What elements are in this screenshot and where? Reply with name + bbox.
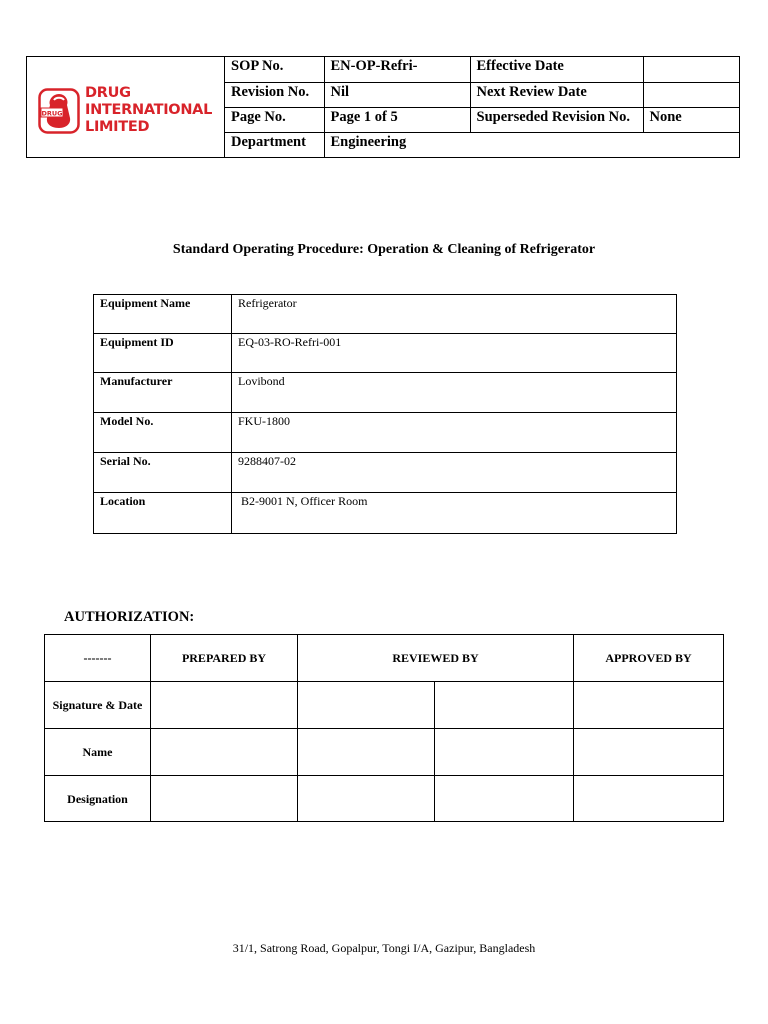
table-row — [225, 132, 740, 157]
table-row — [225, 57, 740, 82]
prepared-signature-cell[interactable] — [151, 682, 298, 729]
equipment-table — [93, 294, 677, 534]
table-row — [45, 635, 724, 682]
table-row — [45, 776, 724, 822]
equipment-name-value: Refrigerator — [232, 295, 677, 334]
next-review-date-value — [643, 82, 740, 107]
table-row — [225, 82, 740, 107]
prepared-by-header: PREPARED BY — [151, 635, 298, 682]
company-name-line-2: INTERNATIONAL — [85, 102, 213, 118]
company-logo-icon — [38, 88, 80, 134]
name-row-label: Name — [45, 729, 151, 776]
effective-date-label: Effective Date — [470, 57, 643, 82]
designation-row-label: Designation — [45, 776, 151, 822]
revision-no-label: Revision No. — [225, 82, 324, 107]
next-review-date-label: Next Review Date — [470, 82, 643, 107]
approved-signature-cell[interactable] — [574, 682, 724, 729]
superseded-revision-label: Superseded Revision No. — [470, 107, 643, 132]
authorization-corner-cell: ------- — [45, 635, 151, 682]
serial-no-value: 9288407-02 — [232, 453, 677, 493]
document-header — [26, 56, 740, 158]
logo-mark-text: DRUG — [41, 109, 63, 118]
equipment-id-label: Equipment ID — [94, 334, 232, 373]
company-name-line-3: LIMITED — [85, 119, 150, 135]
equipment-id-value: EQ-03-RO-Refri-001 — [232, 334, 677, 373]
reviewed-signature-cell-1[interactable] — [298, 682, 435, 729]
sop-no-value: EN-OP-Refri- — [324, 57, 470, 82]
location-value: B2-9001 N, Officer Room — [232, 493, 677, 534]
model-no-label: Model No. — [94, 413, 232, 453]
authorization-table — [44, 634, 724, 822]
approved-designation-cell[interactable] — [574, 776, 724, 822]
approved-name-cell[interactable] — [574, 729, 724, 776]
footer-address: 31/1, Satrong Road, Gopalpur, Tongi I/A, Gazipur, Bangladesh — [232, 941, 536, 955]
document-title: Standard Operating Procedure: Operation & Cleaning of Refrigerator — [172, 242, 596, 257]
sop-no-label: SOP No. — [225, 57, 324, 82]
reviewed-signature-cell-2[interactable] — [435, 682, 574, 729]
manufacturer-value: Lovibond — [232, 373, 677, 413]
reviewed-name-cell-1[interactable] — [298, 729, 435, 776]
reviewed-designation-cell-1[interactable] — [298, 776, 435, 822]
company-name — [85, 85, 212, 136]
page-no-label: Page No. — [225, 107, 324, 132]
table-row — [94, 373, 677, 413]
reviewed-by-header: REVIEWED BY — [298, 635, 574, 682]
table-row — [45, 729, 724, 776]
department-value: Engineering — [324, 132, 740, 157]
sop-info-table — [225, 57, 740, 157]
table-row — [94, 334, 677, 373]
table-row — [225, 107, 740, 132]
table-row — [94, 493, 677, 534]
table-row — [94, 413, 677, 453]
company-logo-area — [27, 57, 225, 157]
company-name-line-1: DRUG — [85, 85, 131, 101]
location-label: Location — [94, 493, 232, 534]
authorization-heading: AUTHORIZATION: — [64, 609, 195, 625]
signature-date-row-label: Signature & Date — [45, 682, 151, 729]
approved-by-header: APPROVED BY — [574, 635, 724, 682]
equipment-name-label: Equipment Name — [94, 295, 232, 334]
effective-date-value — [643, 57, 740, 82]
superseded-revision-value: None — [643, 107, 740, 132]
table-row — [94, 295, 677, 334]
serial-no-label: Serial No. — [94, 453, 232, 493]
prepared-designation-cell[interactable] — [151, 776, 298, 822]
manufacturer-label: Manufacturer — [94, 373, 232, 413]
department-label: Department — [225, 132, 324, 157]
prepared-name-cell[interactable] — [151, 729, 298, 776]
revision-no-value: Nil — [324, 82, 470, 107]
page-no-value: Page 1 of 5 — [324, 107, 470, 132]
model-no-value: FKU-1800 — [232, 413, 677, 453]
table-row — [45, 682, 724, 729]
reviewed-name-cell-2[interactable] — [435, 729, 574, 776]
reviewed-designation-cell-2[interactable] — [435, 776, 574, 822]
table-row — [94, 453, 677, 493]
